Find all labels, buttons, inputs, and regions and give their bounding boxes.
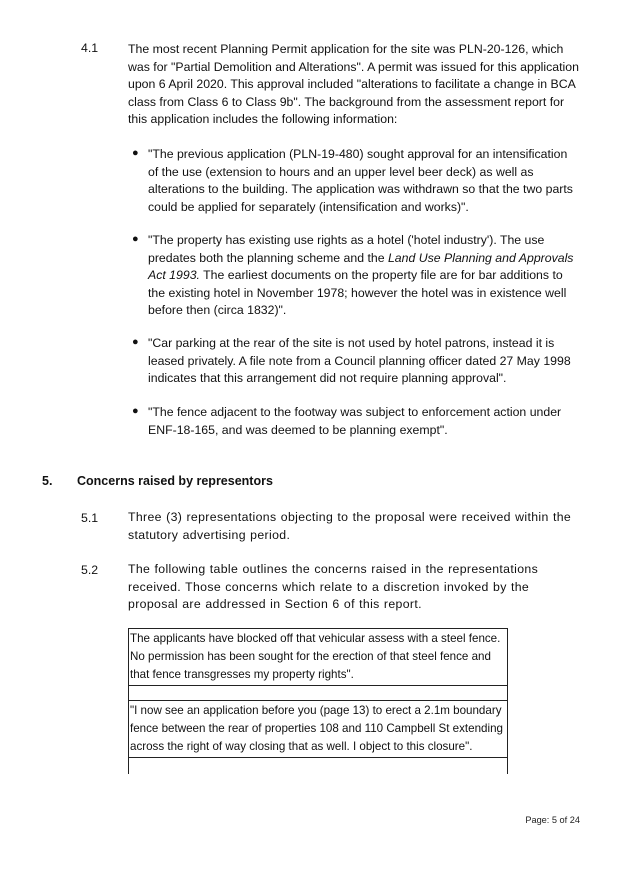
table-row: [129, 629, 508, 686]
section-5-title: Concerns raised by representors: [77, 474, 273, 488]
bullet-text-1: "The previous application (PLN-19-480) sought approval for an intensification of the use (extension to hours and an upper level beer deck) as well as alterations to the building. The application was withdrawn so that the two parts could be applied for separately (intensification and works)".: [148, 147, 573, 214]
bullet-text-2-part2: The earliest documents on the property file are for bar additions to the existing hotel in November 1978; however the hotel was in existence well before then (circa 1832)".: [148, 268, 567, 318]
paragraph-5-1: Three (3) representations objecting to the proposal were received within the statutory advertising period.: [128, 510, 572, 542]
section-5-number: 5.: [42, 474, 53, 488]
paragraph-4-1: The most recent Planning Permit application for the site was PLN-20-126, which was for "Partial Demolition and Alterations". A permit was issued for this application upon 6 April 2020. This approval included "alterations to facilitate a change in BCA class from Class 6 to Class 9b". The background from the assessment report for this application includes the following information:: [128, 42, 579, 127]
page-number: Page: 5 of 24: [525, 815, 580, 825]
table-cell: The applicants have blocked off that vehicular assess with a steel fence. No permission has been sought for the erection of that steel fence and that fence transgresses my property rights".: [129, 629, 508, 686]
table-row-empty: [129, 758, 508, 775]
bullet-icon: ●: [132, 233, 139, 245]
act-title: Land Use Planning and Approvals Act 1993.: [148, 250, 574, 283]
concerns-table: [128, 628, 508, 774]
bullet-text-2: [148, 232, 578, 320]
bullet-icon: ●: [132, 405, 139, 417]
item-number-5-2: 5.2: [81, 563, 99, 577]
item-number-4-1: 4.1: [81, 41, 99, 55]
paragraph-5-2: The following table outlines the concerns raised in the representations received. Those concerns which relate to a discretion invoked by the proposal are addressed in Section 6 of this report.: [128, 562, 539, 612]
bullet-text-2-part1: "The property has existing use rights as a hotel ('hotel industry'). The use predates both the planning scheme and the: [148, 233, 545, 265]
table-cell: "I now see an application before you (page 13) to erect a 2.1m boundary fence between the rear of properties 108 and 110 Campbell St extending across the right of way closing that as well. I object to this closure".: [129, 701, 508, 758]
item-number-5-1: 5.1: [81, 511, 99, 525]
bullet-text-3: "Car parking at the rear of the site is not used by hotel patrons, instead it is leased privately. A file note from a Council planning officer dated 27 May 1998 indicates that this arrangement did not require planning approval".: [148, 336, 571, 386]
table-row: [129, 701, 508, 758]
bullet-icon: ●: [132, 147, 139, 159]
bullet-text-4: "The fence adjacent to the footway was subject to enforcement action under ENF-18-165, and was deemed to be planning exempt".: [148, 405, 562, 437]
table-row-empty: [129, 686, 508, 701]
bullet-icon: ●: [132, 336, 139, 348]
